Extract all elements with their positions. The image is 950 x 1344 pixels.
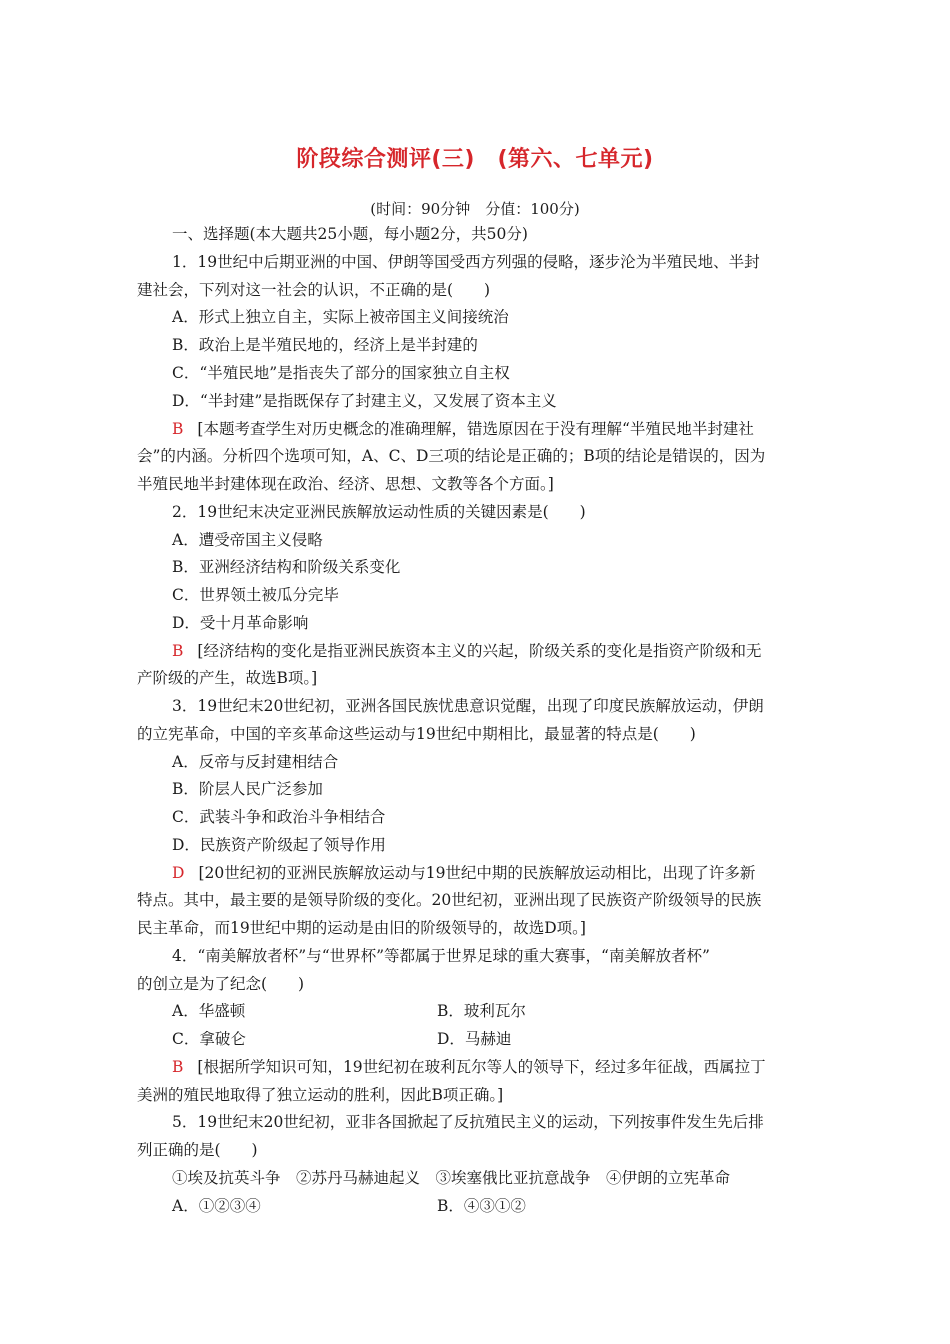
q3-option-b: B．阶层人民广泛参加	[172, 780, 323, 798]
q3-stem-line2: 的立宪革命，中国的辛亥革命这些运动与19世纪中期相比，最显著的特点是( )	[137, 725, 696, 743]
q1-option-c: C．“半殖民地”是指丧失了部分的国家独立自主权	[172, 364, 510, 382]
q1-explanation-line2: 会”的内涵。分析四个选项可知，A、C、D三项的结论是正确的；B项的结论是错误的，因为	[137, 447, 766, 465]
q1-explanation-line3: 半殖民地半封建体现在政治、经济、思想、文教等各个方面。]	[137, 475, 554, 493]
q4-option-d: D．马赫迪	[437, 1030, 512, 1048]
q5-option-b: B．④③①②	[437, 1197, 526, 1215]
q5-option-a: A．①②③④	[172, 1197, 261, 1215]
q1-explanation-line1: B [本题考查学生对历史概念的准确理解，错选原因在于没有理解“半殖民地半封建社	[172, 420, 754, 438]
q2-option-c: C．世界领土被瓜分完毕	[172, 586, 339, 604]
q2-option-b: B．亚洲经济结构和阶级关系变化	[172, 558, 401, 576]
q2-stem-line1: 2．19世纪末决定亚洲民族解放运动性质的关键因素是( )	[172, 503, 586, 521]
q1-option-b: B．政治上是半殖民地的，经济上是半封建的	[172, 336, 478, 354]
q5-stem-line2: 列正确的是( )	[137, 1141, 258, 1159]
q2-option-a: A．遭受帝国主义侵略	[172, 531, 323, 549]
q4-stem-line1: 4．“南美解放者杯”与“世界杯”等都属于世界足球的重大赛事，“南美解放者杯”	[172, 947, 710, 965]
q3-explanation-line2: 特点。其中，最主要的是领导阶级的变化。20世纪初，亚洲出现了民族资产阶级领导的民族	[137, 891, 762, 909]
q1-option-d: D．“半封建”是指既保存了封建主义，又发展了资本主义	[172, 392, 557, 410]
q2-explanation-line2: 产阶级的产生，故选B项。]	[137, 669, 318, 687]
q2-option-d: D．受十月革命影响	[172, 614, 309, 632]
q5-event-list: ①埃及抗英斗争 ②苏丹马赫迪起义 ③埃塞俄比亚抗意战争 ④伊朗的立宪革命	[172, 1169, 731, 1187]
q1-stem-line2: 建社会，下列对这一社会的认识，不正确的是( )	[137, 281, 491, 299]
q3-option-d: D．民族资产阶级起了领导作用	[172, 836, 386, 854]
q4-explanation-line1: B [根据所学知识可知，19世纪初在玻利瓦尔等人的领导下，经过多年征战，西属拉丁	[172, 1058, 766, 1076]
q3-explanation-line3: 民主革命，而19世纪中期的运动是由旧的阶级领导的，故选D项。]	[137, 919, 586, 937]
q3-option-a: A．反帝与反封建相结合	[172, 753, 339, 771]
q4-option-c: C．拿破仑	[172, 1030, 246, 1048]
q1-answer: B	[172, 420, 184, 438]
q3-answer: D	[172, 864, 185, 882]
q2-explanation-line1: B [经济结构的变化是指亚洲民族资本主义的兴起，阶级关系的变化是指资产阶级和无	[172, 642, 762, 660]
q3-explanation-line1: D [20世纪初的亚洲民族解放运动与19世纪中期的民族解放运动相比，出现了许多新	[172, 864, 756, 882]
q3-stem-line1: 3．19世纪末20世纪初，亚洲各国民族忧患意识觉醒，出现了印度民族解放运动，伊朗	[172, 697, 764, 715]
q4-explanation-line2: 美洲的殖民地取得了独立运动的胜利，因此B项正确。]	[137, 1086, 504, 1104]
q1-option-a: A．形式上独立自主，实际上被帝国主义间接统治	[172, 308, 509, 326]
q4-answer: B	[172, 1058, 184, 1076]
q2-answer: B	[172, 642, 184, 660]
q4-option-b: B．玻利瓦尔	[437, 1002, 526, 1020]
q3-option-c: C．武装斗争和政治斗争相结合	[172, 808, 386, 826]
page-title: 阶段综合测评(三) (第六、七单元)	[296, 147, 654, 172]
q4-stem-line2: 的创立是为了纪念( )	[137, 975, 305, 993]
section-heading: 一、选择题(本大题共25小题，每小题2分，共50分)	[172, 225, 528, 243]
q4-option-a: A．华盛顿	[172, 1002, 246, 1020]
exam-meta: (时间：90分钟 分值：100分)	[370, 200, 580, 218]
q5-stem-line1: 5．19世纪末20世纪初，亚非各国掀起了反抗殖民主义的运动，下列按事件发生先后排	[172, 1113, 764, 1131]
q1-stem-line1: 1．19世纪中后期亚洲的中国、伊朗等国受西方列强的侵略，逐步沦为半殖民地、半封	[172, 253, 760, 271]
